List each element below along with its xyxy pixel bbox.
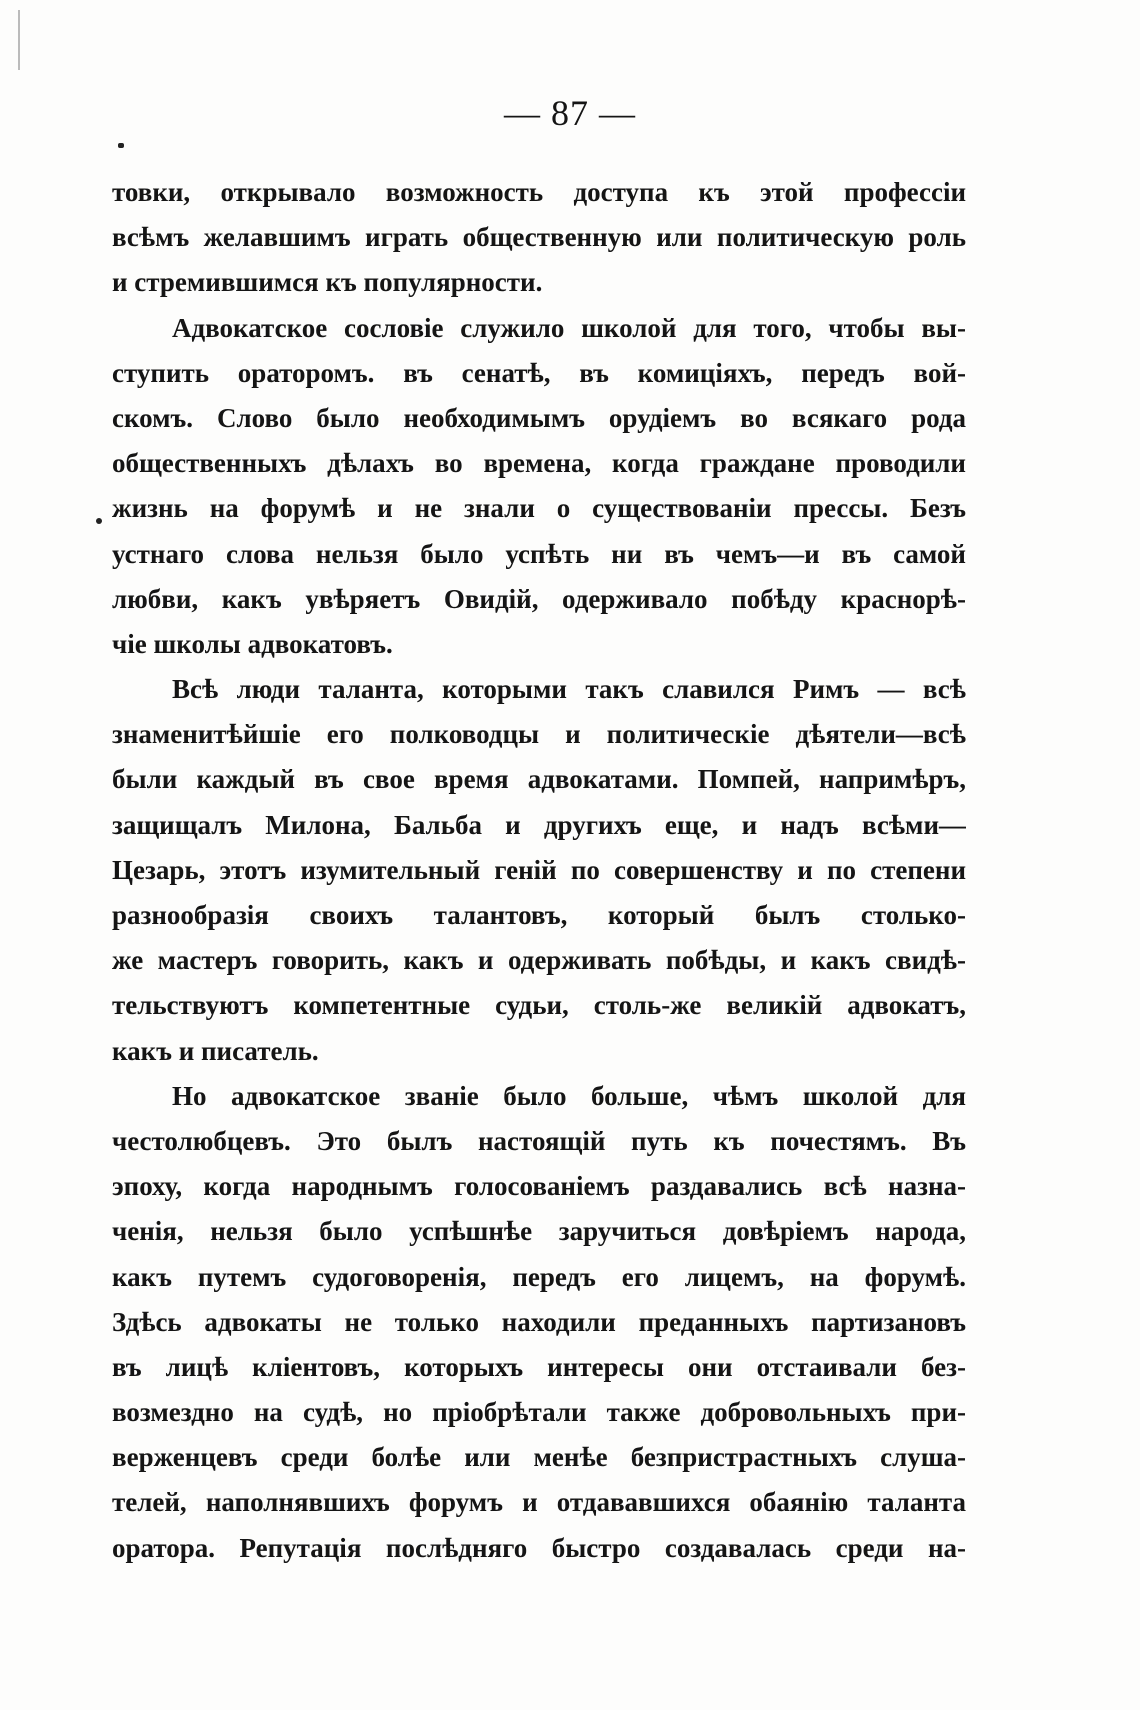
text-line: же мастеръ говорить, какъ и одерживать побѣды, и какъ свидѣ- [112,945,966,976]
text-line: чіе школы адвокатовъ. [112,628,393,659]
text-line: Адвокатское сословіе служило школой для того, чтобы вы- [172,312,966,343]
text-line: жизнь на форумѣ и не знали о существованіи прессы. Безъ [112,493,966,524]
text-line: ченія, нельзя было успѣшнѣе заручиться довѣріемъ народа, [112,1216,966,1247]
text-line: верженцевъ среди болѣе или менѣе безпристрастныхъ слуша- [112,1442,966,1473]
page-number: — 87 — [504,93,636,133]
stray-mark [96,518,102,524]
text-line: Цезарь, этотъ изумительный геній по совершенству и по степени [112,854,966,885]
text-line: честолюбцевъ. Это былъ настоящій путь къ почестямъ. Въ [112,1125,966,1156]
text-line: знаменитѣйшіе его полководцы и политическіе дѣятели—всѣ [112,719,966,750]
text-line: защищалъ Милона, Бальба и другихъ еще, и надъ всѣми— [112,809,966,840]
text-line: въ лицѣ кліентовъ, которыхъ интересы они отстаивали без- [112,1351,966,1382]
text-line: товки, открывало возможность доступа къ этой профессіи [112,177,966,207]
stray-mark [118,143,124,148]
text-line: устнаго слова нельзя было успѣть ни въ чемъ—и въ самой [112,538,966,569]
text-line: любви, какъ увѣряетъ Овидій, одерживало побѣду краснорѣ- [112,583,966,614]
stray-mark [18,10,20,70]
text-line: ступить ораторомъ. въ сенатѣ, въ комиціяхъ, передъ вой- [112,357,966,388]
text-line: какъ путемъ судоговоренія, передъ его лицемъ, на форумѣ. [112,1261,966,1292]
text-line: общественныхъ дѣлахъ во времена, когда граждане проводили [112,448,966,479]
text-line: Но адвокатское званіе было больше, чѣмъ школой для [172,1080,966,1111]
text-line: возмездно на судѣ, но пріобрѣтали также добровольныхъ при- [112,1397,966,1428]
text-line: разнообразія своихъ талантовъ, который былъ столько- [112,900,966,930]
text-line: телей, наполнявшихъ форумъ и отдававшихся обаянію таланта [112,1487,966,1518]
text-line: скомъ. Слово было необходимымъ орудіемъ во всякаго рода [112,402,966,433]
text-line: были каждый въ свое время адвокатами. Помпей, напримѣръ, [112,764,966,795]
text-line: Здѣсь адвокаты не только находили преданныхъ партизановъ [112,1306,966,1337]
body-text [112,170,966,1571]
text-line: тельствуютъ компетентные судьи, столь-же великій адвокатъ, [112,990,966,1021]
text-line: какъ и писатель. [112,1035,319,1066]
text-line: всѣмъ желавшимъ играть общественную или политическую роль [112,222,966,253]
text-line: Всѣ люди таланта, которыми такъ славился Римъ — всѣ [172,674,966,705]
text-line: и стремившимся къ популярности. [112,267,543,298]
text-line: оратора. Репутація послѣдняго быстро создавалась среди на- [112,1532,966,1563]
text-line: эпоху, когда народнымъ голосованіемъ раздавались всѣ назна- [112,1171,966,1202]
